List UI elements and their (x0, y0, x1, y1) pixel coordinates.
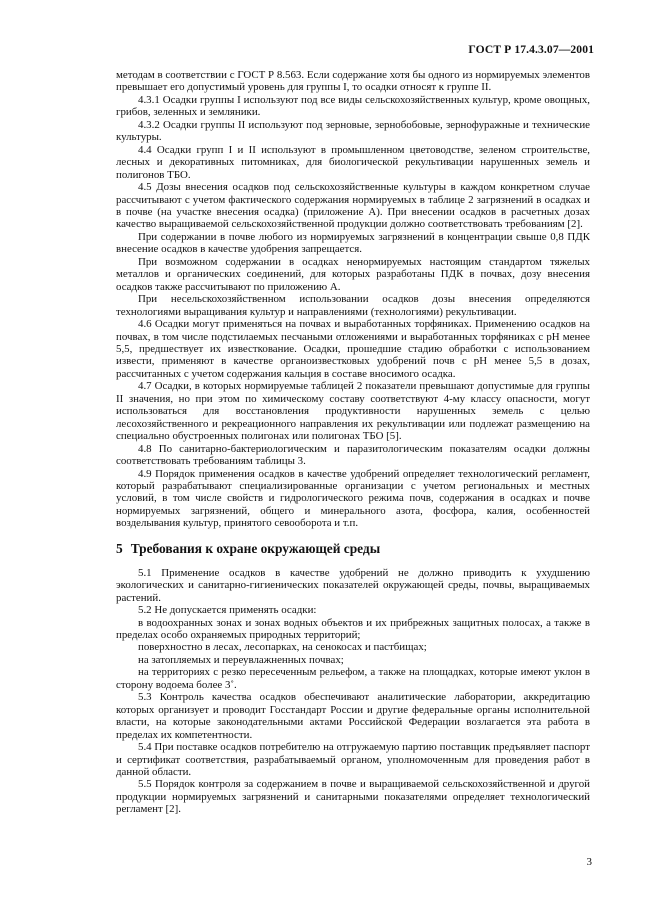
section-heading (116, 541, 590, 556)
paragraph-5-4: 5.4 При поставке осадков потребителю на отгружаемую партию поставщик предъявляет паспорт и сертификат соответствия, разрабатываемый органом, уполномоченным для проведения работ в данной области. (116, 741, 590, 779)
document-body (116, 69, 590, 816)
paragraph-5-5: 5.5 Порядок контроля за содержанием в почве и выращиваемой сельскохозяйственной и другой продукции нормируемых загрязнений и санитарными показателями определяет технологический регламент [2]. (116, 778, 590, 816)
paragraph-4-5-note-1: При содержании в почве любого из нормируемых загрязнений в концентрации свыше 0,8 ПДК внесение осадков в качестве удобрения запрещается. (116, 230, 590, 256)
paragraph-4-5-note-3: При несельскохозяйственном использовании осадков дозы внесения определяются технологиями выращивания культур и направлениями (технологиями) рекультивации. (116, 293, 590, 318)
paragraph-4-5: 4.5 Дозы внесения осадков под сельскохозяйственные культуры в каждом конкретном случае рассчитывают с учетом фактического содержания нормируемых в таблице 2 загрязнений в осадках и в почве (на участке внесения осадка) (приложение А). При внесении осадков в расчетных дозах качество выращиваемой сельскохозяйственной продукции должно соответствовать требованиям [2]. (116, 181, 590, 231)
paragraph-4-7: 4.7 Осадки, в которых нормируемые таблицей 2 показатели превышают допустимые для группы II значения, но при этом по химическому составу соответствуют 4-му классу опасности, могут использоваться для восстановления продуктивности нарушенных земель с целью лесохозяйственного и рекреационного направления их рекультивации или подлежат размещению на специально обустроенных полигонах или полигонах ТБО [5]. (116, 380, 590, 443)
paragraph-continuation: методам в соответствии с ГОСТ Р 8.563. Если содержание хотя бы одного из нормируемых элементов превышает его допустимый уровень для группы I, то осадки относят к группе II. (116, 69, 590, 94)
list-item-slopes: на территориях с резко пересеченным рельефом, а также на площадках, которые имеют уклон в сторону водоема более 3˚. (116, 666, 590, 691)
standard-header: ГОСТ Р 17.4.3.07—2001 (468, 43, 594, 56)
list-item-water-zones: в водоохранных зонах и зонах водных объектов и их прибрежных защитных полосах, а также в пределах особо охраняемых природных территорий; (116, 616, 590, 642)
paragraph-4-6: 4.6 Осадки могут применяться на почвах и выработанных торфяниках. Применению осадков на почвах, в том числе подстилаемых песчаными отложениями и выработанных торфяниках с pH менее 5,5, предшествует их известкование. Осадки, прошедшие стадию обработки с использованием извести, применяют в качестве органоизвестковых удобрений почв с pH менее 5,5 в дозах, рассчитанных с учетом содержания кальция в составе вносимого осадка. (116, 318, 590, 380)
section-number: 5 (116, 540, 123, 556)
paragraph-5-1: 5.1 Применение осадков в качестве удобрений не должно приводить к ухудшению экологических и санитарно-гигиенических показателей окружающей среды, почвы, выращиваемых растений. (116, 566, 590, 604)
paragraph-4-3-2: 4.3.2 Осадки группы II используют под зерновые, зернобобовые, зернофуражные и технические культуры. (116, 118, 590, 144)
paragraph-4-3-1: 4.3.1 Осадки группы I используют под все виды сельскохозяйственных культур, кроме овощных, грибов, зеленных и земляники. (116, 93, 590, 119)
list-item-flooded-soils: на затопляемых и переувлажненных почвах; (138, 653, 344, 666)
paragraph-5-3: 5.3 Контроль качества осадков обеспечивают аналитические лаборатории, аккредитацию которых организует и проводит Госстандарт России и другие федеральные органы исполнительной власти, на которые законодательными актами Российской Федерации возлагается эта работа в пределах их компетентности. (116, 691, 590, 741)
page-number: 3 (586, 856, 592, 868)
section-title: Требования к охране окружающей среды (130, 540, 381, 556)
list-item-forests: поверхностно в лесах, лесопарках, на сенокосах и пастбищах; (138, 641, 427, 654)
paragraph-4-8: 4.8 По санитарно-бактериологическим и паразитологическим показателям осадки должны соответствовать требованиям таблицы 3. (116, 442, 590, 468)
paragraph-4-5-note-2: При возможном содержании в осадках ненормируемых настоящим стандартом тяжелых металлов и органических соединений, для которых разработаны ПДК в почвах, дозу внесения осадков также рассчитывают по приложению А. (116, 255, 590, 293)
paragraph-4-4: 4.4 Осадки групп I и II используют в промышленном цветоводстве, зеленом строительстве, лесных и декоративных питомниках, для биологической рекультивации нарушенных земель и полигонов ТБО. (116, 143, 590, 181)
paragraph-4-9: 4.9 Порядок применения осадков в качестве удобрений определяет технологический регламент, который разрабатывают специализированные организации с учетом региональных и местных условий, в том числе свойств и гидрологического режима почв, содержания в осадках и почве нормируемых загрязнений, общего и минерального азота, фосфора, калия, особенностей возделывания культур, принятого севооборота и т.п. (116, 467, 590, 530)
paragraph-5-2: 5.2 Не допускается применять осадки: (138, 604, 317, 617)
